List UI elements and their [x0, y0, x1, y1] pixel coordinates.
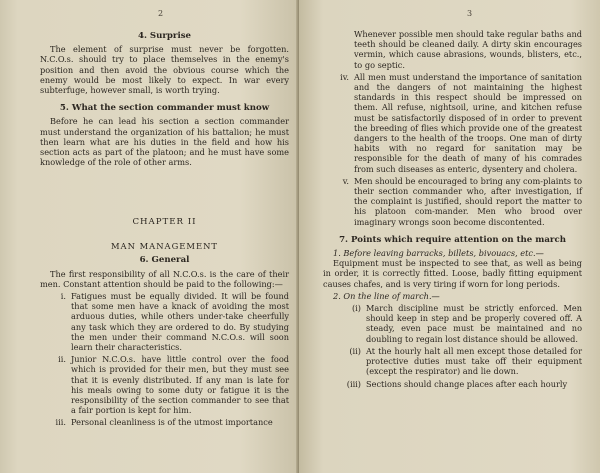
list-marker: (ii): [349, 345, 361, 356]
list-text: Fatigues must be equally divided. It will be found that some men have a knack of avoiding the most arduous duties, while others under-take cheerfully any task which they are ordered to do. By studying the men under their command N.C.O.s. will soon learn their characteristics.: [71, 291, 289, 353]
section-5-heading: 5. What the section commander must know: [59, 103, 270, 114]
section-7-1-text: Equipment must be inspected to see that, as well as being in order, it is correctly fitted. Loose, badly fitting equipment causes chafes, and is very tiring if worn for long periods.: [323, 258, 582, 289]
sub-list-item: [323, 346, 582, 377]
chapter-title: MAN MANAGEMENT: [110, 241, 219, 252]
section-5-text: Before he can lead his section a section commander must understand the organization of his battalion; he must then learn what are his duties in the field and how his section acts as part of the platoon; and he must have some knowledge of the role of other arms.: [40, 116, 289, 168]
list-marker: v.: [342, 175, 349, 186]
list-marker: iii.: [55, 417, 66, 428]
list-marker: (i): [351, 303, 361, 314]
section-4-heading: 4. Surprise: [137, 31, 192, 41]
left-page: [0, 0, 299, 473]
section-4-text: The element of surprise must never be forgotten. N.C.O.s. should try to place themselves in the enemy's position and then avoid the obvious course which the enemy would be most likely to expect. In war every subterfuge, however small, is worth trying.: [40, 44, 289, 96]
list-text: March discipline must be strictly enforced. Men should keep in step and be properly covered off. A steady, even pace must be maintained and no doubling to regain lost distance should be allowed.: [366, 303, 582, 344]
section-7-1-label: 1. Before leaving barracks, billets, bivouacs, etc.—: [333, 248, 544, 259]
list-marker: i.: [60, 291, 66, 302]
continued-text: Whenever possible men should take regular baths and teeth should be cleaned daily. A dirty skin encourages vermin, which cause abrasions, wounds, blisters, etc., to go septic.: [354, 29, 582, 70]
list-marker: iv.: [340, 71, 349, 82]
chapter-number: CHAPTER II: [132, 217, 197, 228]
list-item: [323, 176, 582, 227]
list-marker: ii.: [58, 354, 66, 365]
list-text: Junior N.C.O.s. have little control over the food which is provided for their men, but they must see that it is evenly distributed. If any man is late for his meals owing to some duty or fatigue it is the responsibility of the section commander to see that a fair portion is kept for him.: [71, 354, 289, 416]
list-text: At the hourly halt all men except those detailed for protective duties must take off their equipment (except the respirator) and lie down.: [366, 345, 582, 377]
sub-list-item: [323, 379, 582, 389]
section-7-heading: 7. Points which require attention on the march: [339, 234, 566, 245]
page-number-left: 2: [158, 9, 164, 18]
section-7-2-label: 2. On the line of march.—: [333, 290, 440, 301]
list-text: Sections should change places after each hourly: [366, 378, 568, 389]
page-number-right: 3: [467, 9, 473, 18]
right-page: [299, 0, 600, 473]
list-text: Men should be encouraged to bring any com-plaints to their section commander who, after investigation, if the complaint is justified, should report the matter to his platoon com-mander. Men who brood over imaginary wrongs soon become discontented.: [354, 175, 582, 227]
list-item: [40, 417, 289, 427]
section-6-text: The first responsibility of all N.C.O.s. is the care of their men. Constant attention should be paid to the following:—: [40, 268, 289, 289]
list-item: [323, 72, 582, 174]
list-text: Personal cleanliness is of the utmost importance: [71, 417, 273, 428]
list-item: [40, 291, 289, 352]
sub-list-item: [323, 303, 582, 344]
list-text: All men must understand the importance of sanitation and the dangers of not maintaining the highest standards in this respect should be impressed on them. All refuse, nightsoil, urine, and kitchen refuse must be satisfactorily disposed of in order to prevent the breeding of flies which provide one of the greatest dangers to the health of the troops. One man of dirty habits with no regard for sanitation may be responsible for the death of many of his comrades from such diseases as enteric, dysentery and cholera.: [354, 71, 582, 174]
list-item: [40, 354, 289, 415]
list-item-continued: [323, 29, 582, 70]
section-6-heading: 6. General: [139, 255, 190, 266]
list-marker: (iii): [346, 378, 361, 389]
